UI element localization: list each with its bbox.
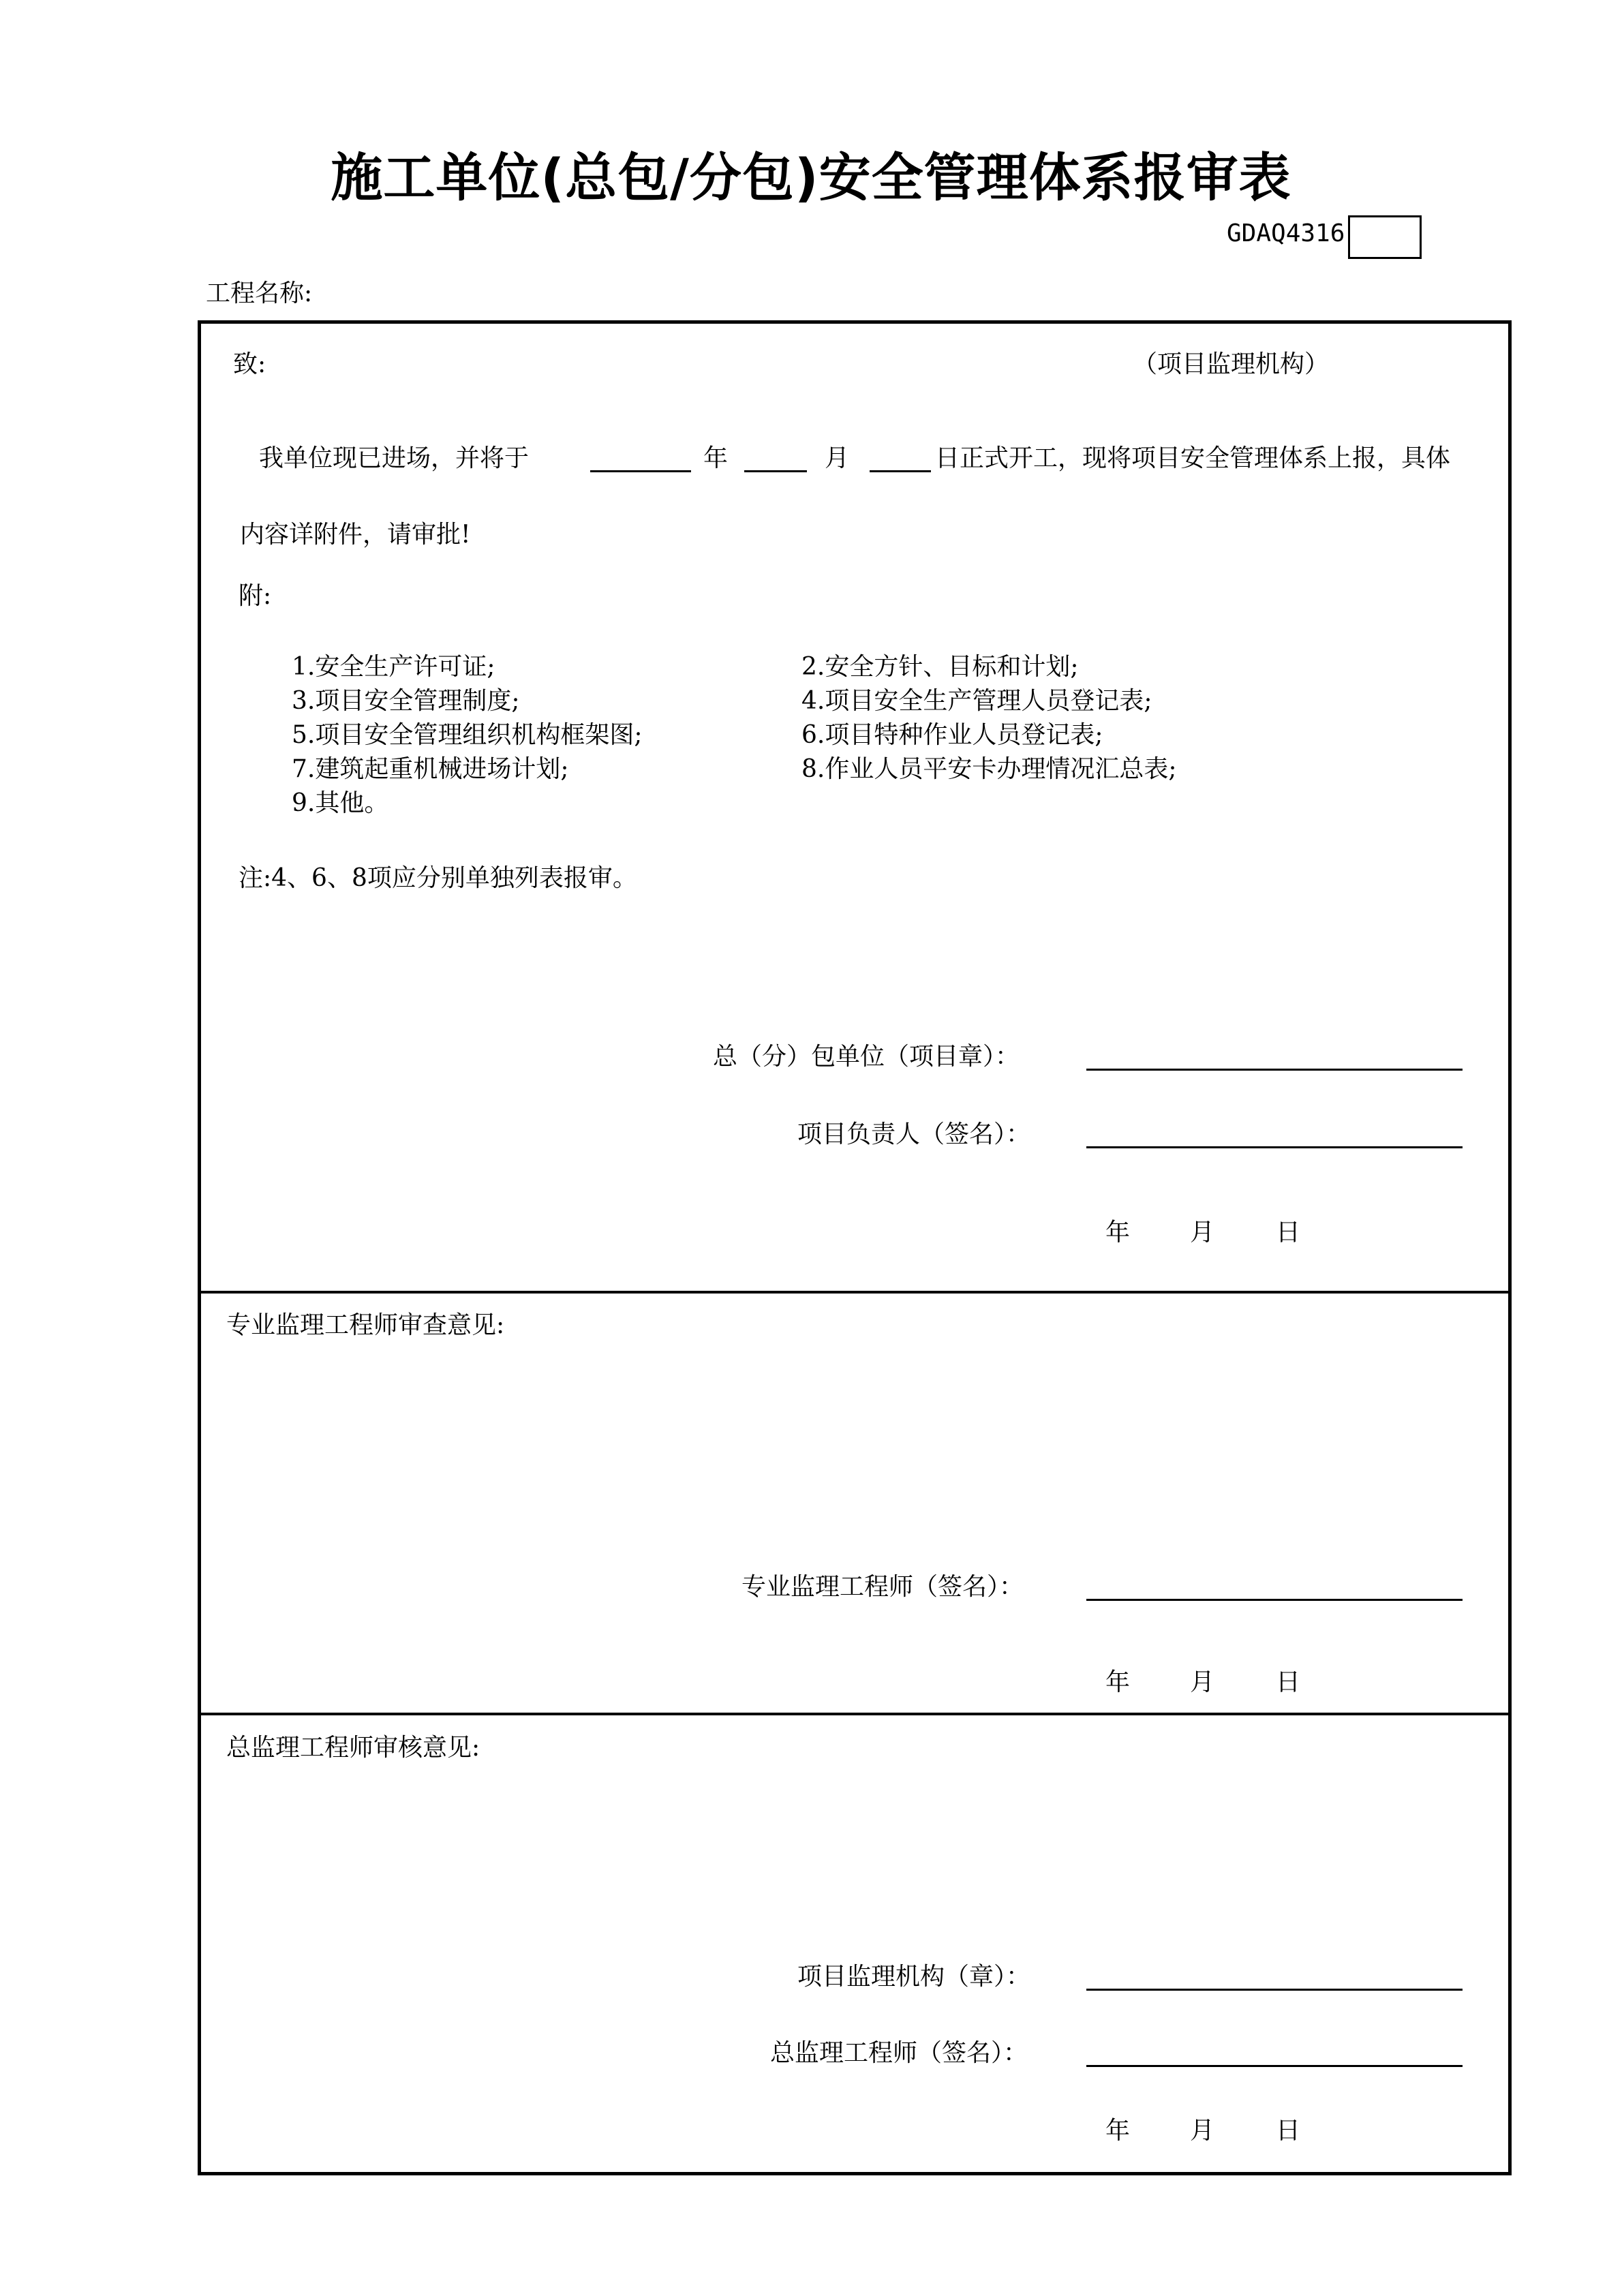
specialist-sign-label: 专业监理工程师（签名）：	[741, 1573, 1024, 1601]
date-day: 日	[1276, 1668, 1301, 1696]
to-label: 致:	[233, 350, 266, 378]
date-year: 年	[1105, 1219, 1131, 1246]
start-year-blank[interactable]	[590, 470, 691, 472]
attachment-item: 5.项目安全管理组织机构框架图;	[292, 721, 643, 749]
attachment-item: 8.作业人员平安卡办理情况汇总表;	[801, 755, 1177, 783]
date-year: 年	[1105, 2117, 1131, 2145]
start-day-blank[interactable]	[870, 470, 931, 472]
intro-month-label: 月	[825, 444, 850, 472]
form-code: GDAQ4316	[1227, 219, 1345, 247]
chief-engineer-sign-field[interactable]	[1086, 2065, 1463, 2067]
section-divider-2	[198, 1713, 1512, 1715]
contractor-seal-field[interactable]	[1086, 1069, 1463, 1071]
to-org: （项目监理机构）	[1133, 350, 1330, 378]
attach-label: 附:	[239, 582, 272, 610]
project-name-label: 工程名称:	[206, 279, 313, 307]
intro-line-2: 内容详附件，请审批!	[240, 521, 471, 549]
supervision-seal-label: 项目监理机构（章）：	[797, 1963, 1031, 1991]
intro-year-label: 年	[703, 444, 729, 472]
chief-review-heading: 总监理工程师审核意见:	[226, 1734, 480, 1762]
attachment-item: 3.项目安全管理制度;	[292, 687, 520, 715]
start-month-blank[interactable]	[744, 470, 807, 472]
attachment-item: 2.安全方针、目标和计划;	[801, 653, 1079, 681]
supervision-seal-field[interactable]	[1086, 1989, 1463, 1991]
date-month: 月	[1190, 2117, 1215, 2145]
intro-line-start: 我单位现已进场，并将于	[259, 444, 530, 472]
attachment-item: 4.项目安全生产管理人员登记表;	[801, 687, 1152, 715]
section-divider-1	[198, 1291, 1512, 1294]
intro-line-end: 日正式开工，现将项目安全管理体系上报，具体	[935, 444, 1451, 472]
form-code-box[interactable]	[1348, 215, 1422, 259]
date-year: 年	[1105, 1668, 1131, 1696]
date-day: 日	[1276, 1219, 1301, 1246]
page-title: 施工单位(总包/分包)安全管理体系报审表	[331, 147, 1291, 208]
chief-engineer-sign-label: 总监理工程师（签名）：	[770, 2039, 1028, 2067]
project-manager-sign-field[interactable]	[1086, 1146, 1463, 1148]
note: 注:4、6、8项应分别单独列表报审。	[239, 864, 637, 892]
date-day: 日	[1276, 2117, 1301, 2145]
date-month: 月	[1190, 1668, 1215, 1696]
attachment-item: 7.建筑起重机械进场计划;	[292, 755, 569, 783]
specialist-review-heading: 专业监理工程师审查意见:	[226, 1311, 505, 1339]
intro-line-clip	[935, 429, 1508, 477]
form-frame	[198, 320, 1512, 2175]
contractor-seal-label: 总（分）包单位（项目章）：	[713, 1043, 1020, 1071]
date-month: 月	[1190, 1219, 1215, 1246]
attachment-item: 9.其他。	[292, 789, 389, 817]
attachment-item: 1.安全生产许可证;	[292, 653, 495, 681]
project-manager-sign-label: 项目负责人（签名）：	[797, 1120, 1031, 1148]
attachment-item: 6.项目特种作业人员登记表;	[801, 721, 1103, 749]
specialist-sign-field[interactable]	[1086, 1599, 1463, 1601]
